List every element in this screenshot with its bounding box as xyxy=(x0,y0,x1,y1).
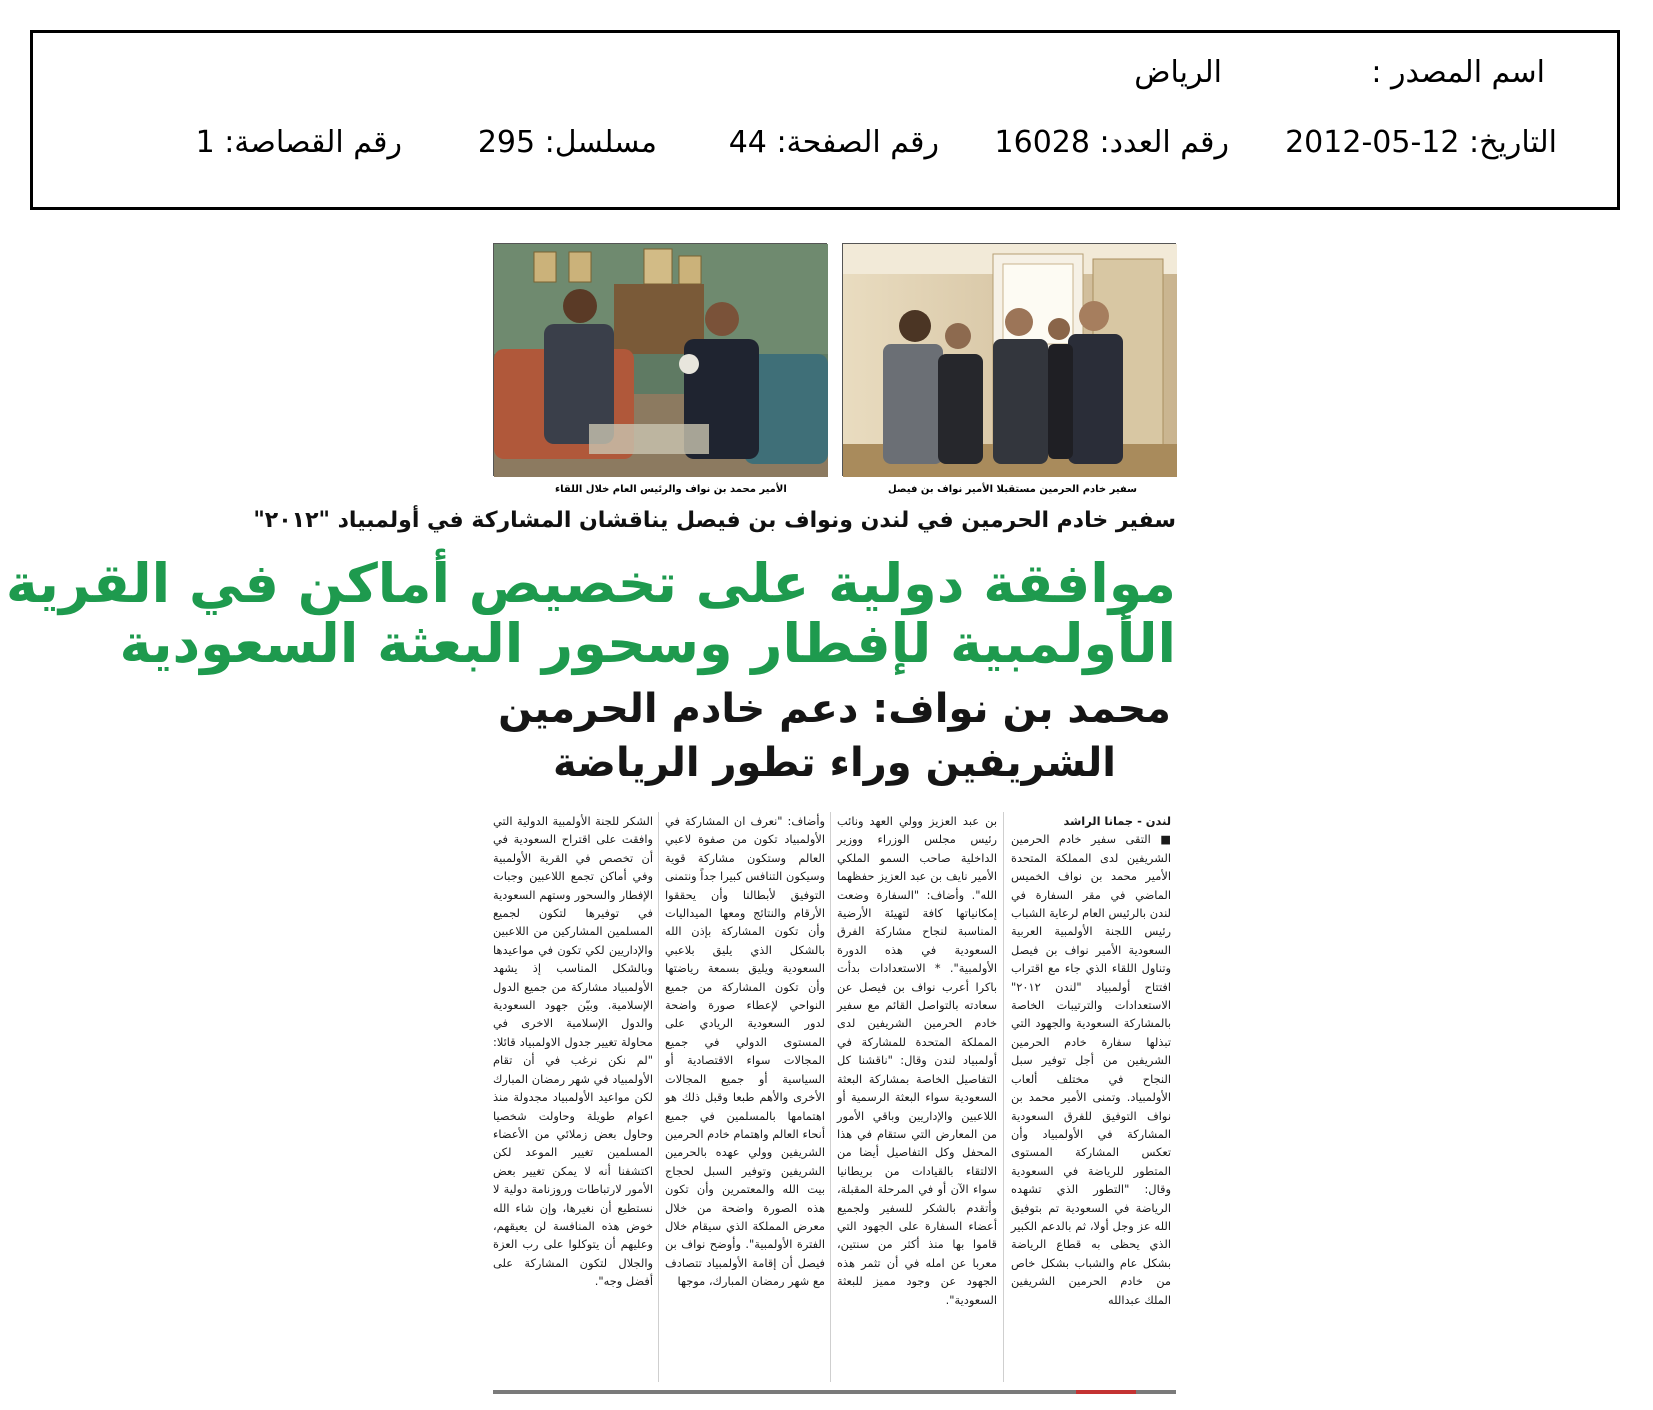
issue-field: رقم العدد: 16028 xyxy=(994,125,1229,160)
meeting-photo xyxy=(493,243,827,476)
subhead-line-2: الشريفين وراء تطور الرياضة xyxy=(553,740,1116,786)
column-divider xyxy=(658,812,659,1382)
article-column-2 xyxy=(837,812,997,1382)
date-field: التاريخ: 12-05-2012 xyxy=(1285,125,1557,160)
reception-caption: سفير خادم الحرمين مستقبلا الأمير نواف بن فيصل xyxy=(888,484,1137,495)
meeting-caption: الأمير محمد بن نواف والرئيس العام خلال اللقاء xyxy=(555,484,787,495)
newspaper-clipping xyxy=(5,240,1176,1410)
article-column-1 xyxy=(1011,812,1171,1382)
reception-photo xyxy=(842,243,1176,476)
bottom-accent xyxy=(1076,1390,1136,1394)
bottom-rule xyxy=(493,1390,1176,1394)
metadata-box xyxy=(30,30,1620,210)
article-column-3 xyxy=(665,812,825,1382)
headline-line-1: موافقة دولية على تخصيص أماكن في القرية xyxy=(5,552,1176,615)
byline: لندن - جمانا الراشد xyxy=(1063,814,1171,828)
page-field: رقم الصفحة: 44 xyxy=(728,125,939,160)
serial-field: مسلسل: 295 xyxy=(477,125,657,160)
meeting-photo-image xyxy=(494,244,828,477)
column-3-text: وأضاف: "نعرف ان المشاركة في الأولمبياد تكون من صفوة لاعبي العالم وستكون مشاركة قوية وسيكون التنافس كبيرا جداً ونتمنى التوفيق لأبطالنا وأن يحققوا الأرقام والنتائج ومعها الميداليات وأن تكون المشاركة بإذن الله بالشكل الذي يليق بلاعبي السعودية ويليق بسمعة رياضتها وأن تكون المشاركة من جميع النواحي لإعطاء صورة واضحة لدور السعودية الريادي على المستوى الدولي في جميع المجالات سواء الاقتصادية أو السياسية أو جميع المجالات الأخرى والأهم طبعا وقبل ذلك هو اهتمامها بالمسلمين في جميع أنحاء العالم واهتمام خادم الحرمين الشريفين وولي عهده بالحرمين الشريفين وتوفير السبل لحجاج بيت الله والمعتمرين وأن تكون هذه الصورة واضحة من خلال معرض المملكة الذي سيقام خلال الفترة الأولمبية". وأوضح نواف بن فيصل أن إقامة الأولمبياد تتصادف مع شهر رمضان المبارك، موجها xyxy=(664,814,825,1289)
column-divider xyxy=(830,812,831,1382)
subhead-line-1: محمد بن نواف: دعم خادم الحرمين xyxy=(498,686,1171,732)
column-1-text: ■ التقى سفير خادم الحرمين الشريفين لدى المملكة المتحدة الأمير محمد بن نواف الخميس الماضي في مقر السفارة في لندن بالرئيس العام لرعاية الشباب رئيس اللجنة الأولمبية العربية السعودية الأمير نواف بن فيصل وتناول اللقاء الذي جاء مع اقتراب افتتاح أولمبياد "لندن ٢٠١٢" الاستعدادات والترتيبات الخاصة بالمشاركة السعودية والجهود التي تبذلها سفارة خادم الحرمين الشريفين من أجل توفير سبل النجاح في مختلف ألعاب الأولمبياد. وتمنى الأمير محمد بن نواف التوفيق للفرق السعودية المشاركة في الأولمبياد وأن تعكس المشاركة المستوى المتطور للرياضة في السعودية وقال: "التطور الذي تشهده الرياضة في السعودية تم بتوفيق الله عز وجل أولا، ثم بالدعم الكبير الذي يحظى به قطاع الرياضة بشكل عام والشباب بشكل خاص من خادم الحرمين الشريفين الملك عبدالله xyxy=(1011,832,1171,1307)
source-label: اسم المصدر : xyxy=(1371,55,1545,90)
source-value: الرياض xyxy=(1134,55,1222,90)
headline-line-2: الأولمبية لإفطار وسحور البعثة السعودية xyxy=(119,612,1176,675)
article-column-4 xyxy=(493,812,653,1382)
column-divider xyxy=(1003,812,1004,1382)
article-kicker: سفير خادم الحرمين في لندن ونواف بن فيصل يناقشان المشاركة في أولمبياد "٢٠١٢" xyxy=(253,508,1176,533)
reception-photo-image xyxy=(843,244,1177,477)
clip-number-field: رقم القصاصة: 1 xyxy=(195,125,402,160)
column-2-text: بن عبد العزيز وولي العهد ونائب رئيس مجلس الوزراء ووزير الداخلية صاحب السمو الملكي الأمير نايف بن عبد العزيز حفظهما الله". وأضاف: "السفارة وضعت إمكانياتها كافة لتهيئة الأرضية المناسبة لنجاح مشاركة الفرق السعودية في هذه الدورة الأولمبية". * الاستعدادات بدأت باكرا أعرب نواف بن فيصل عن سعادته بالتواصل القائم مع سفير خادم الحرمين الشريفين لدى المملكة المتحدة للمشاركة في أولمبياد لندن وقال: "ناقشنا كل التفاصيل الخاصة بمشاركة البعثة السعودية سواء البعثة الرسمية أو اللاعبين والإداريين وباقي الأمور من المعارض التي ستقام في هذا المحفل وكل التفاصيل أيضا من الالتقاء بالقيادات من بريطانيا سواء الآن أو في المرحلة المقبلة، وأتقدم بالشكر للسفير ولجميع أعضاء السفارة على الجهود التي قاموا بها منذ أكثر من سنتين، معربا عن امله في أن تثمر هذه الجهود عن وجود مميز للبعثة السعودية". xyxy=(837,814,997,1307)
column-4-text: الشكر للجنة الأولمبية الدولية التي وافقت على اقتراح السعودية في أن تخصص في القرية الأولمبية وفي أماكن تجمع اللاعبين وجبات الإفطار والسحور وستهم السعودية في توفيرها لتكون لجميع المسلمين المشاركين من اللاعبين والإداريين لكي تكون في مواعيدها وبالشكل المناسب إذ يشهد الأولمبياد مشاركة من جميع الدول الإسلامية. وبيّن جهود السعودية والدول الإسلامية الاخرى في محاولة تغيير جدول الاولمبياد قائلا: "لم نكن نرغب في أن تقام الأولمبياد في شهر رمضان المبارك لكن مواعيد الأولمبياد مجدولة منذ اعوام طويلة وحاولت شخصيا وحاول بعض زملائي من الأعضاء المسلمين تغيير الموعد لكن اكتشفنا أنه لا يمكن تغيير بعض الأمور لارتباطات وروزنامة دولية لا نستطيع أن نغيرها، وإن شاء الله خوض هذه المنافسة لن يعيقهم، وعليهم أن يتوكلوا على رب العزة والجلال لتكون المشاركة على أفضل وجه". xyxy=(493,814,653,1289)
